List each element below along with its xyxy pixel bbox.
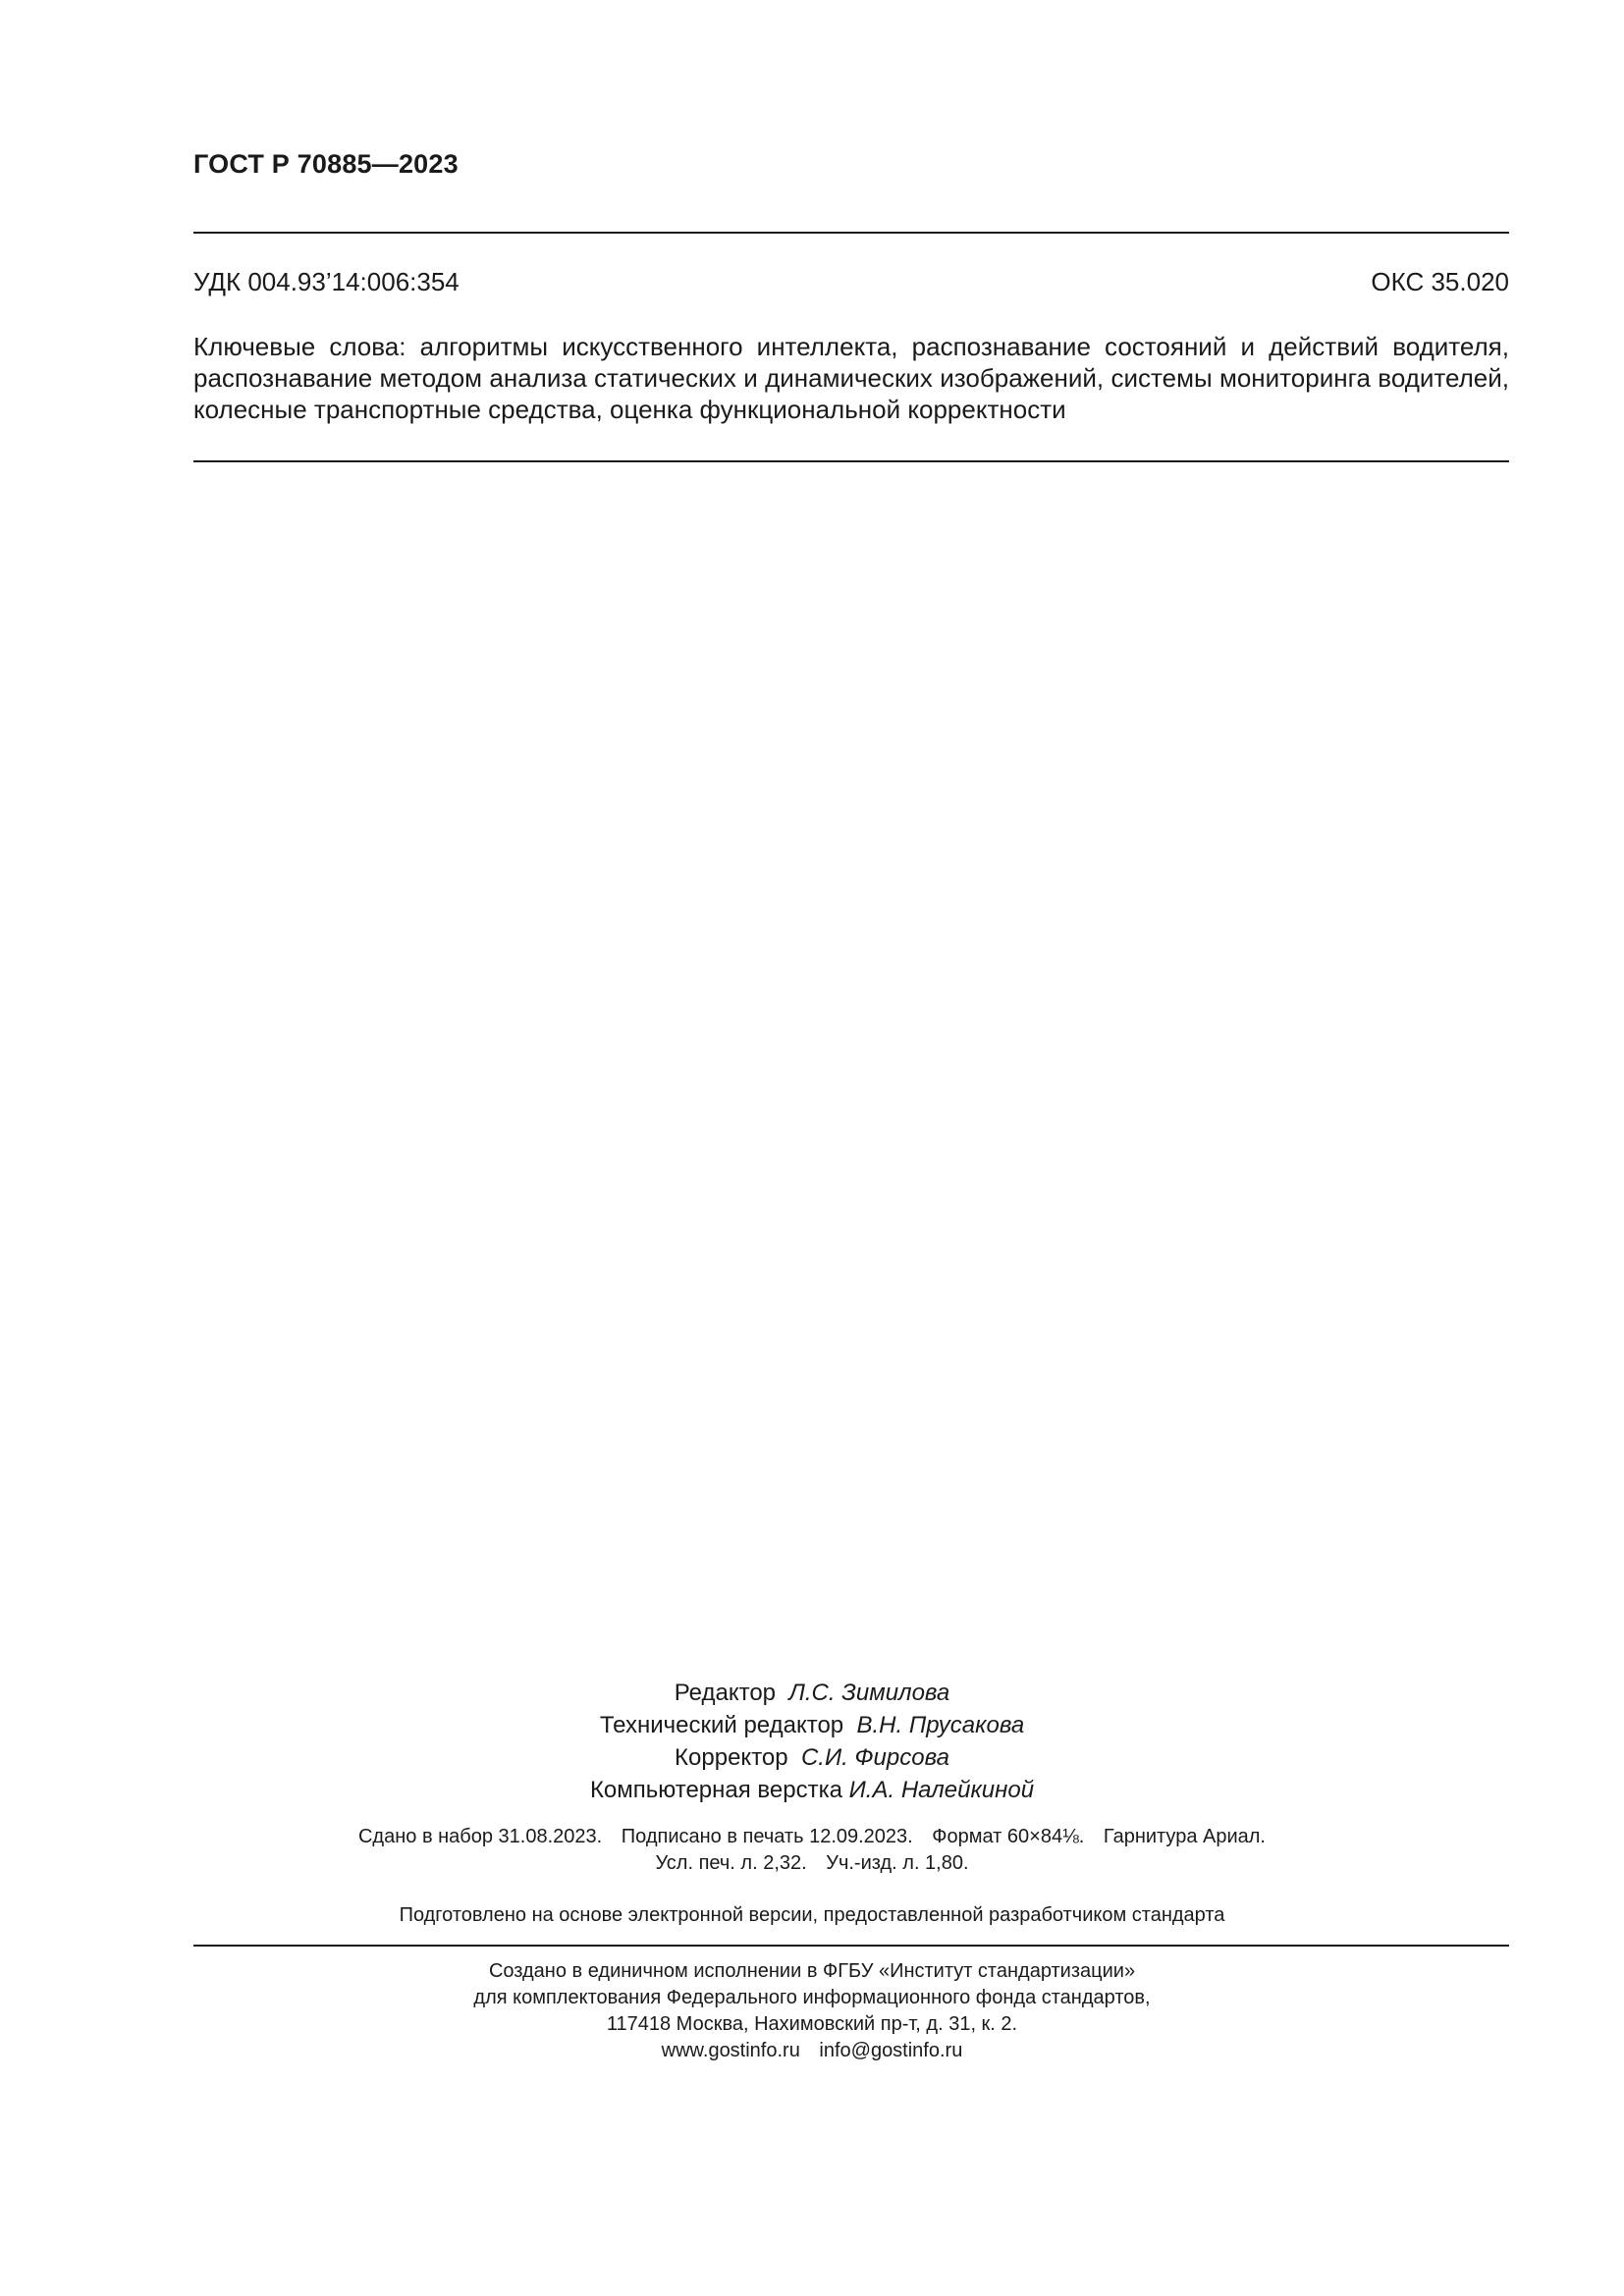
publication-sheets: Уч.-изд. л. 1,80. — [826, 1852, 969, 1874]
submitted-date: Сдано в набор 31.08.2023. — [357, 1826, 603, 1847]
publisher-divider — [193, 1945, 1509, 1947]
publisher-address: 117418 Москва, Нахимовский пр-т, д. 31, к. 2. — [606, 2013, 1018, 2035]
credit-corrector — [0, 1741, 1624, 1774]
credit-label: Технический редактор — [599, 1712, 844, 1738]
top-divider — [193, 232, 1509, 234]
credit-label: Редактор — [674, 1680, 777, 1706]
email-link[interactable]: info@gostinfo.ru — [819, 2040, 963, 2061]
publisher-block — [0, 1958, 1624, 2064]
prepared-note: Подготовлено на основе электронной версии, предоставленной разработчиком стандарта — [399, 1904, 1225, 1926]
publisher-line-2: для комплектования Федерального информационного фонда стандартов, — [473, 1987, 1151, 2008]
credit-name: С.И. Фирсова — [800, 1744, 949, 1771]
print-info-line-1 — [0, 1824, 1624, 1850]
classification-row — [193, 267, 1509, 297]
keywords-paragraph: Ключевые слова: алгоритмы искусственного интеллекта, распознавание состояний и действий водителя, распознавание методом анализа статических и динамических изображений, системы мониторинга водителей, колесные транспортные средства, оценка функциональной корректности — [193, 332, 1509, 424]
keywords-divider — [193, 460, 1509, 462]
credit-name: В.Н. Прусакова — [856, 1712, 1025, 1738]
credit-tech-editor — [0, 1709, 1624, 1741]
document-code: ГОСТ Р 70885—2023 — [193, 149, 459, 179]
signed-date: Подписано в печать 12.09.2023. — [621, 1826, 913, 1847]
print-info-line-2 — [0, 1850, 1624, 1877]
publisher-line-1: Создано в единичном исполнении в ФГБУ «Институт стандартизации» — [488, 1960, 1136, 1982]
credit-editor — [0, 1677, 1624, 1709]
oks-code: ОКС 35.020 — [1371, 267, 1509, 296]
credit-label: Компьютерная верстка — [589, 1777, 842, 1803]
paper-format: Формат 60×84⅛. — [932, 1826, 1085, 1847]
print-sheets: Усл. печ. л. 2,32. — [655, 1852, 807, 1874]
credit-name: И.А. Налейкиной — [848, 1777, 1035, 1803]
print-info-block — [0, 1824, 1624, 1877]
udk-code: УДК 004.93’14:006:354 — [193, 267, 460, 296]
credit-name: Л.С. Зимилова — [788, 1680, 950, 1706]
website-link[interactable]: www.gostinfo.ru — [661, 2040, 800, 2061]
credit-layout — [0, 1774, 1624, 1806]
credit-label: Корректор — [675, 1744, 788, 1771]
publisher-contacts — [0, 2038, 1624, 2064]
typeface: Гарнитура Ариал. — [1103, 1826, 1266, 1847]
credits-block — [0, 1677, 1624, 1806]
